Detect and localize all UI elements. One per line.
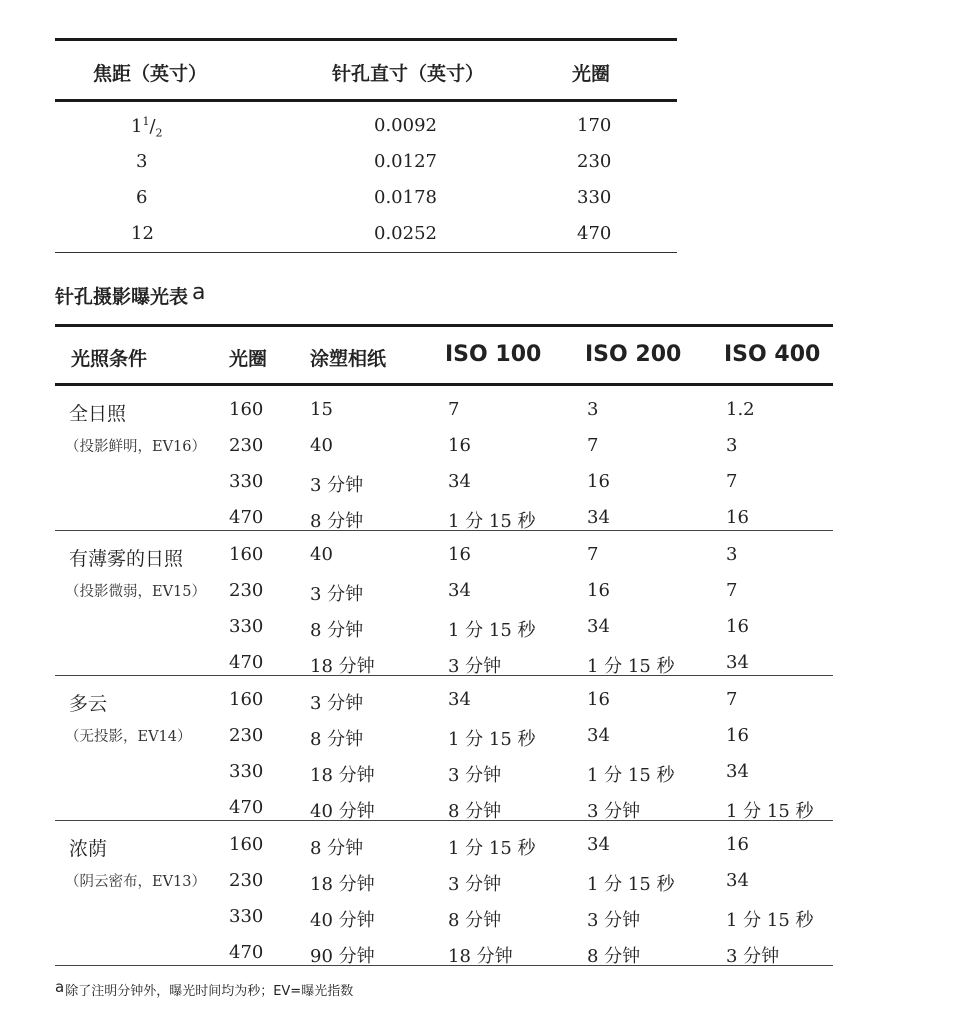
condition-note: （无投影，EV14） bbox=[65, 729, 192, 745]
cell-coated-paper: 8 分钟 bbox=[310, 838, 364, 859]
header-focal-length: 焦距（英寸） bbox=[93, 63, 208, 85]
table-row bbox=[55, 115, 677, 151]
cell-aperture: 330 bbox=[229, 616, 264, 637]
table-row bbox=[55, 761, 833, 797]
cell-aperture: 330 bbox=[229, 761, 264, 782]
cell-iso-200: 16 bbox=[587, 689, 610, 710]
header-iso-200: ISO 200 bbox=[585, 342, 682, 367]
cell-focal-length: $1^1/_2$ bbox=[131, 115, 163, 140]
cell-iso-400: 3 bbox=[726, 544, 738, 565]
cell-iso-100: 18 分钟 bbox=[448, 946, 513, 967]
cell-aperture: 230 bbox=[577, 151, 612, 172]
condition-group bbox=[55, 676, 833, 820]
cell-aperture: 470 bbox=[229, 942, 264, 963]
footnote bbox=[55, 980, 353, 999]
cell-iso-400: 34 bbox=[726, 870, 749, 891]
cell-coated-paper: 8 分钟 bbox=[310, 511, 364, 532]
cell-iso-100: 3 分钟 bbox=[448, 656, 502, 677]
table-row bbox=[55, 151, 677, 187]
table-row bbox=[55, 544, 833, 580]
cell-iso-100: 3 分钟 bbox=[448, 765, 502, 786]
exposure-table bbox=[55, 324, 833, 966]
cell-coated-paper: 3 分钟 bbox=[310, 584, 364, 605]
cell-aperture: 230 bbox=[229, 580, 264, 601]
condition-note: （阴云密布，EV13） bbox=[65, 874, 207, 890]
cell-aperture: 230 bbox=[229, 870, 264, 891]
table-row bbox=[55, 870, 833, 906]
cell-iso-200: 1 分 15 秒 bbox=[587, 656, 675, 677]
cell-iso-400: 16 bbox=[726, 834, 749, 855]
cell-coated-paper: 40 bbox=[310, 544, 333, 565]
table-header-row bbox=[55, 327, 833, 383]
cell-coated-paper: 8 分钟 bbox=[310, 620, 364, 641]
header-iso-100: ISO 100 bbox=[445, 342, 542, 367]
cell-aperture: 160 bbox=[229, 834, 264, 855]
table-row bbox=[55, 223, 677, 259]
condition-name: 浓荫 bbox=[69, 838, 108, 860]
condition-group bbox=[55, 821, 833, 965]
cell-aperture: 230 bbox=[229, 435, 264, 456]
cell-iso-400: 16 bbox=[726, 616, 749, 637]
cell-aperture: 470 bbox=[229, 652, 264, 673]
cell-iso-200: 1 分 15 秒 bbox=[587, 765, 675, 786]
cell-iso-200: 3 分钟 bbox=[587, 910, 641, 931]
cell-diameter: 0.0178 bbox=[374, 187, 437, 208]
cell-coated-paper: 15 bbox=[310, 399, 333, 420]
cell-iso-200: 34 bbox=[587, 725, 610, 746]
cell-iso-200: 34 bbox=[587, 616, 610, 637]
cell-iso-400: 1 分 15 秒 bbox=[726, 801, 814, 822]
table-row bbox=[55, 187, 677, 223]
header-aperture: 光圈 bbox=[229, 348, 268, 370]
table-row bbox=[55, 942, 833, 978]
cell-coated-paper: 3 分钟 bbox=[310, 693, 364, 714]
cell-iso-100: 34 bbox=[448, 689, 471, 710]
cell-iso-100: 8 分钟 bbox=[448, 801, 502, 822]
cell-iso-200: 3 分钟 bbox=[587, 801, 641, 822]
cell-iso-400: 7 bbox=[726, 689, 738, 710]
cell-iso-100: 3 分钟 bbox=[448, 874, 502, 895]
cell-iso-200: 7 bbox=[587, 435, 599, 456]
cell-iso-200: 34 bbox=[587, 507, 610, 528]
footnote-mark: a bbox=[55, 978, 65, 996]
cell-iso-400: 3 分钟 bbox=[726, 946, 780, 967]
table-row bbox=[55, 689, 833, 725]
cell-coated-paper: 40 分钟 bbox=[310, 801, 375, 822]
cell-iso-100: 16 bbox=[448, 544, 471, 565]
caption-footnote-mark: a bbox=[192, 280, 206, 305]
condition-name: 多云 bbox=[69, 693, 108, 715]
cell-diameter: 0.0252 bbox=[374, 223, 437, 244]
cell-iso-400: 16 bbox=[726, 725, 749, 746]
footnote-text: 除了注明分钟外，曝光时间均为秒；EV=曝光指数 bbox=[65, 984, 354, 999]
cell-coated-paper: 8 分钟 bbox=[310, 729, 364, 750]
table-row bbox=[55, 580, 833, 616]
cell-iso-400: 3 bbox=[726, 435, 738, 456]
cell-iso-100: 1 分 15 秒 bbox=[448, 620, 536, 641]
cell-iso-100: 8 分钟 bbox=[448, 910, 502, 931]
cell-focal-length: 6 bbox=[136, 187, 148, 208]
condition-name: 有薄雾的日照 bbox=[69, 548, 184, 570]
cell-aperture: 230 bbox=[229, 725, 264, 746]
cell-iso-400: 34 bbox=[726, 761, 749, 782]
cell-iso-400: 34 bbox=[726, 652, 749, 673]
cell-coated-paper: 18 分钟 bbox=[310, 874, 375, 895]
cell-coated-paper: 18 分钟 bbox=[310, 656, 375, 677]
condition-name: 全日照 bbox=[69, 403, 127, 425]
cell-focal-length: 3 bbox=[136, 151, 148, 172]
condition-group bbox=[55, 386, 833, 530]
cell-aperture: 170 bbox=[577, 115, 612, 136]
condition-note: （投影鲜明，EV16） bbox=[65, 439, 207, 455]
cell-iso-100: 1 分 15 秒 bbox=[448, 511, 536, 532]
table-row bbox=[55, 725, 833, 761]
cell-iso-100: 34 bbox=[448, 580, 471, 601]
cell-iso-200: 16 bbox=[587, 580, 610, 601]
cell-aperture: 160 bbox=[229, 689, 264, 710]
cell-iso-100: 1 分 15 秒 bbox=[448, 838, 536, 859]
cell-aperture: 470 bbox=[577, 223, 612, 244]
header-pinhole-diameter: 针孔直寸（英寸） bbox=[332, 63, 485, 85]
cell-iso-400: 16 bbox=[726, 507, 749, 528]
table-body bbox=[55, 102, 677, 252]
cell-aperture: 330 bbox=[229, 906, 264, 927]
exposure-table-caption bbox=[55, 282, 206, 309]
table-row bbox=[55, 471, 833, 507]
cell-iso-100: 1 分 15 秒 bbox=[448, 729, 536, 750]
focal-length-table bbox=[55, 38, 677, 253]
cell-iso-200: 7 bbox=[587, 544, 599, 565]
cell-aperture: 330 bbox=[229, 471, 264, 492]
cell-aperture: 160 bbox=[229, 544, 264, 565]
cell-iso-100: 34 bbox=[448, 471, 471, 492]
cell-iso-100: 7 bbox=[448, 399, 460, 420]
condition-group bbox=[55, 531, 833, 675]
table-header-row bbox=[55, 41, 677, 99]
cell-coated-paper: 90 分钟 bbox=[310, 946, 375, 967]
condition-note: （投影微弱，EV15） bbox=[65, 584, 207, 600]
cell-diameter: 0.0127 bbox=[374, 151, 437, 172]
cell-coated-paper: 40 bbox=[310, 435, 333, 456]
cell-iso-400: 7 bbox=[726, 580, 738, 601]
header-coated-paper: 涂塑相纸 bbox=[310, 348, 387, 370]
cell-coated-paper: 3 分钟 bbox=[310, 475, 364, 496]
table-row bbox=[55, 399, 833, 435]
cell-aperture: 330 bbox=[577, 187, 612, 208]
caption-text: 针孔摄影曝光表 bbox=[55, 286, 189, 308]
cell-iso-100: 16 bbox=[448, 435, 471, 456]
cell-diameter: 0.0092 bbox=[374, 115, 437, 136]
cell-iso-400: 7 bbox=[726, 471, 738, 492]
cell-aperture: 470 bbox=[229, 797, 264, 818]
cell-iso-400: 1.2 bbox=[726, 399, 755, 420]
cell-coated-paper: 40 分钟 bbox=[310, 910, 375, 931]
header-aperture: 光圈 bbox=[572, 63, 611, 85]
header-iso-400: ISO 400 bbox=[724, 342, 821, 367]
header-lighting: 光照条件 bbox=[71, 348, 148, 370]
cell-iso-200: 34 bbox=[587, 834, 610, 855]
cell-iso-200: 8 分钟 bbox=[587, 946, 641, 967]
cell-aperture: 470 bbox=[229, 507, 264, 528]
table-row bbox=[55, 834, 833, 870]
cell-iso-200: 16 bbox=[587, 471, 610, 492]
cell-focal-length: 12 bbox=[131, 223, 154, 244]
cell-iso-200: 3 bbox=[587, 399, 599, 420]
cell-coated-paper: 18 分钟 bbox=[310, 765, 375, 786]
cell-iso-400: 1 分 15 秒 bbox=[726, 910, 814, 931]
cell-iso-200: 1 分 15 秒 bbox=[587, 874, 675, 895]
table-row bbox=[55, 435, 833, 471]
cell-aperture: 160 bbox=[229, 399, 264, 420]
table-row bbox=[55, 616, 833, 652]
table-row bbox=[55, 906, 833, 942]
